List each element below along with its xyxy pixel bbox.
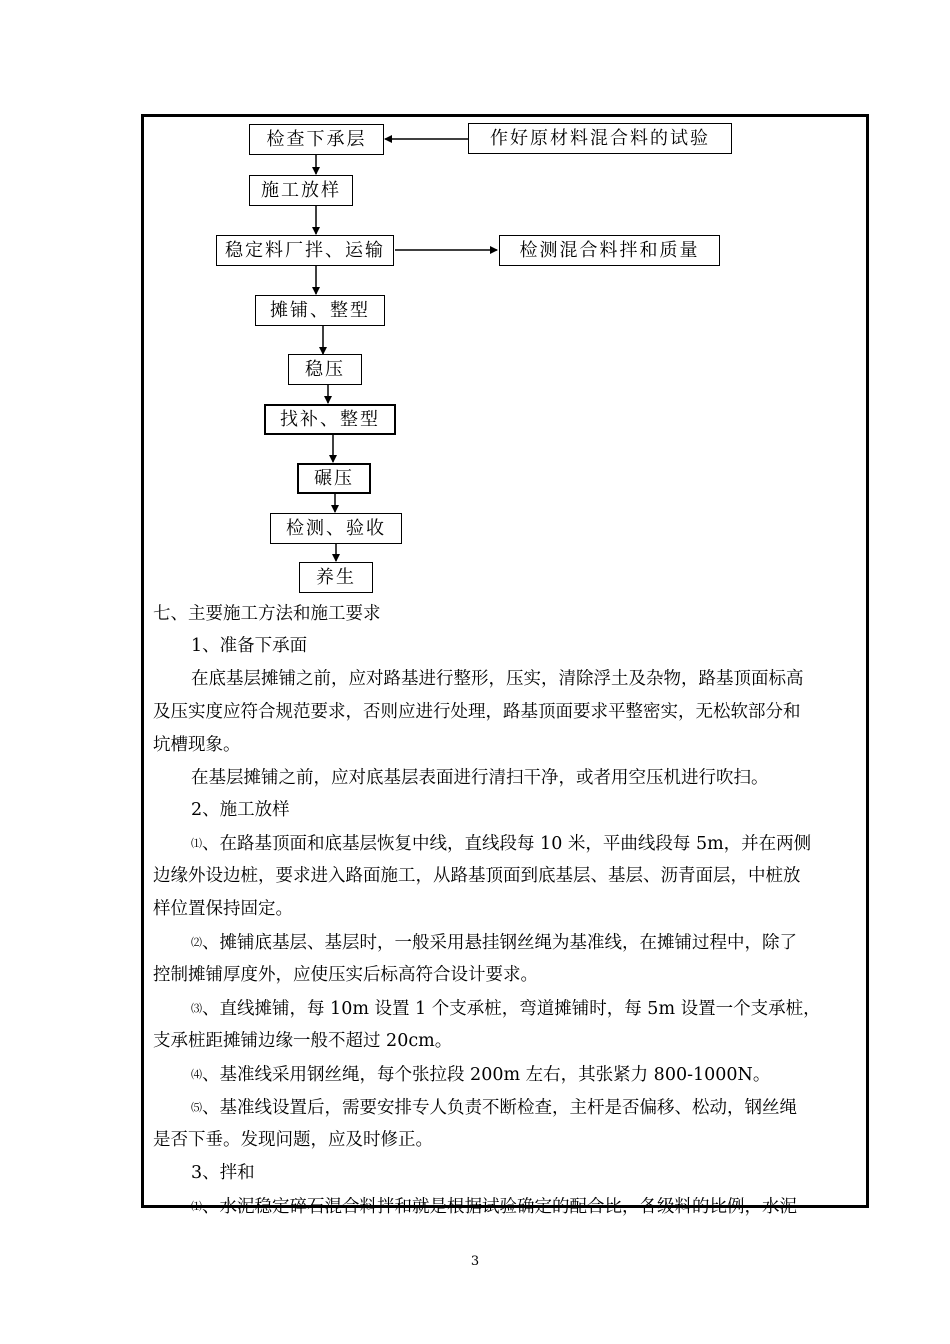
list-item-line (191, 827, 859, 861)
flow-box-check-mix-quality: 检测混合料拌和质量 (499, 235, 720, 266)
flow-box-inspect-accept: 检测、验收 (270, 513, 402, 544)
list-number: ⑸ (191, 1101, 202, 1114)
flow-box-check-lower-layer: 检查下承层 (249, 124, 384, 155)
list-number: ⑵ (191, 936, 202, 949)
list-text: 、直线摊铺，每 10m 设置 1 个支承桩，弯道摊铺时，每 5m 设置一个支承桩， (202, 999, 821, 1019)
flow-box-spread-shape: 摊铺、整型 (255, 295, 385, 326)
paragraph-line: 是否下垂。发现问题，应及时修正。 (153, 1130, 433, 1150)
subsection-heading-3: 3、拌和 (191, 1163, 255, 1183)
list-text: 、基准线设置后，需要安排专人负责不断检查，主杆是否偏移、松动，钢丝绳 (202, 1098, 797, 1118)
list-item-line (191, 926, 859, 960)
list-number: ⑷ (191, 1068, 202, 1081)
list-number: ⑶ (191, 1002, 202, 1015)
paragraph-line: 在基层摊铺之前，应对底基层表面进行清扫干净，或者用空压机进行吹扫。 (191, 768, 769, 788)
paragraph-line: 控制摊铺厚度外，应使压实后标高符合设计要求。 (153, 965, 538, 985)
flow-box-curing: 养生 (299, 562, 373, 593)
subsection-heading-2: 2、施工放样 (191, 800, 290, 820)
paragraph-line: 在底基层摊铺之前，应对路基进行整形，压实，清除浮土及杂物，路基顶面标高 (191, 669, 804, 689)
list-item-line (191, 1058, 770, 1092)
list-number: ⑴ (191, 837, 202, 850)
list-text: 、摊铺底基层、基层时，一般采用悬挂钢丝绳为基准线，在摊铺过程中，除了 (202, 933, 797, 953)
list-item-line (191, 992, 859, 1026)
list-number: ⑴ (191, 1200, 202, 1213)
paragraph-line: 支承桩距摊铺边缘一般不超过 20cm。 (153, 1031, 453, 1051)
paragraph-line: 样位置保持固定。 (153, 899, 293, 919)
section-heading: 七、主要施工方法和施工要求 (153, 604, 381, 624)
subsection-heading-1: 1、准备下承面 (191, 636, 308, 656)
list-text: 、基准线采用钢丝绳，每个张拉段 200m 左右，其张紧力 800-1000N。 (202, 1065, 771, 1085)
paragraph-line: 边缘外设边桩，要求进入路面施工，从路基顶面到底基层、基层、沥青面层，中桩放 (153, 866, 801, 886)
page-number: 3 (470, 1254, 480, 1269)
flow-box-patch-shape: 找补、整型 (264, 404, 396, 435)
list-item-line (191, 1190, 859, 1224)
list-item-line (191, 1091, 859, 1125)
list-text: 、水泥稳定碎石混合料拌和就是根据试验确定的配合比，各级料的比例，水泥 (202, 1197, 797, 1217)
flow-box-stabilize-press: 稳压 (288, 354, 362, 385)
paragraph-line: 坑槽现象。 (153, 735, 241, 755)
flow-box-material-test: 作好原材料混合料的试验 (468, 123, 732, 154)
flow-box-mixing-transport: 稳定料厂拌、运输 (216, 235, 394, 266)
flow-box-construction-layout: 施工放样 (249, 175, 353, 206)
list-text: 、在路基顶面和底基层恢复中线，直线段每 10 米，平曲线段每 5m，并在两侧 (202, 834, 812, 854)
paragraph-line: 及压实度应符合规范要求，否则应进行处理，路基顶面要求平整密实，无松软部分和 (153, 702, 801, 722)
flow-box-roll-compact: 碾压 (297, 463, 371, 494)
